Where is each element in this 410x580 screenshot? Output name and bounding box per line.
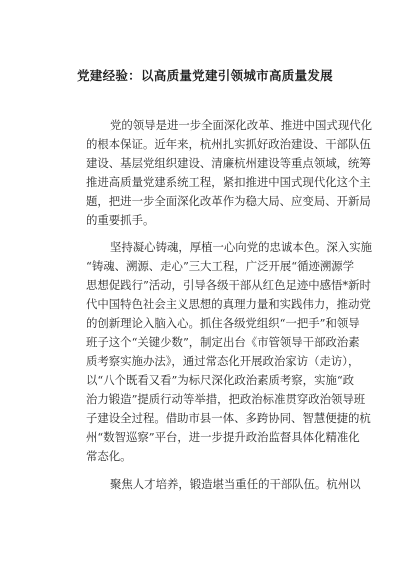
body-text-line: 常态化。 <box>86 449 132 463</box>
body-text-line: 州“数智巡察”平台，进一步提升政治监督具体化精准化 <box>86 430 360 444</box>
body-text-line: 思想促践行”活动，引导各级干部从红色足迹中感悟*新时 <box>86 278 371 292</box>
body-text-line: 以“八个既看又看”为标尺深化政治素质考察，实施“政 <box>86 373 355 387</box>
body-text-line: 建设、基层党组织建设、清廉杭州建设等重点领域，统筹 <box>86 156 371 170</box>
body-text-line: 坚持凝心铸魂，厚植一心向党的忠诚本色。深入实施 <box>110 240 372 254</box>
body-text-line: 班子这个“关键少数”，制定出台《市管领导干部政治素 <box>86 335 360 349</box>
body-text-line: 代中国特色社会主义思想的真理力量和实践伟力，推动党 <box>86 297 371 311</box>
body-text-line: 子建设全过程。借助市县一体、多跨协同、智慧便捷的杭 <box>86 411 371 425</box>
body-text-line: 质考察实施办法》，通过常态化开展政治家访（走访）， <box>86 354 360 368</box>
body-text-line: “铸魂、溯源、走心”三大工程，广泛开展“循迹溯源学 <box>86 259 355 273</box>
body-text-line: 党的领导是进一步全面深化改革、推进中国式现代化 <box>110 118 372 132</box>
body-text-line: 题，把进一步全面深化改革作为稳大局、应变局、开新局 <box>86 194 371 208</box>
body-text-line: 推进高质量党建系统工程，紧扣推进中国式现代化这个主 <box>86 175 371 189</box>
body-text-line: 的创新理论入脑入心。抓住各级党组织“一把手”和领导 <box>86 316 360 330</box>
body-text-line: 治力锻造”提质行动等举措，把政治标准贯穿政治领导班 <box>86 392 366 406</box>
body-text-line: 聚焦人才培养，锻造堪当重任的干部队伍。杭州以 <box>110 477 361 491</box>
body-text-line: 的根本保证。近年来，杭州扎实抓好政治建设、干部队伍 <box>86 137 371 151</box>
document-title: 党建经验：以高质量党建引领城市高质量发展 <box>76 68 333 83</box>
body-text-line: 的重要抓手。 <box>86 213 155 227</box>
